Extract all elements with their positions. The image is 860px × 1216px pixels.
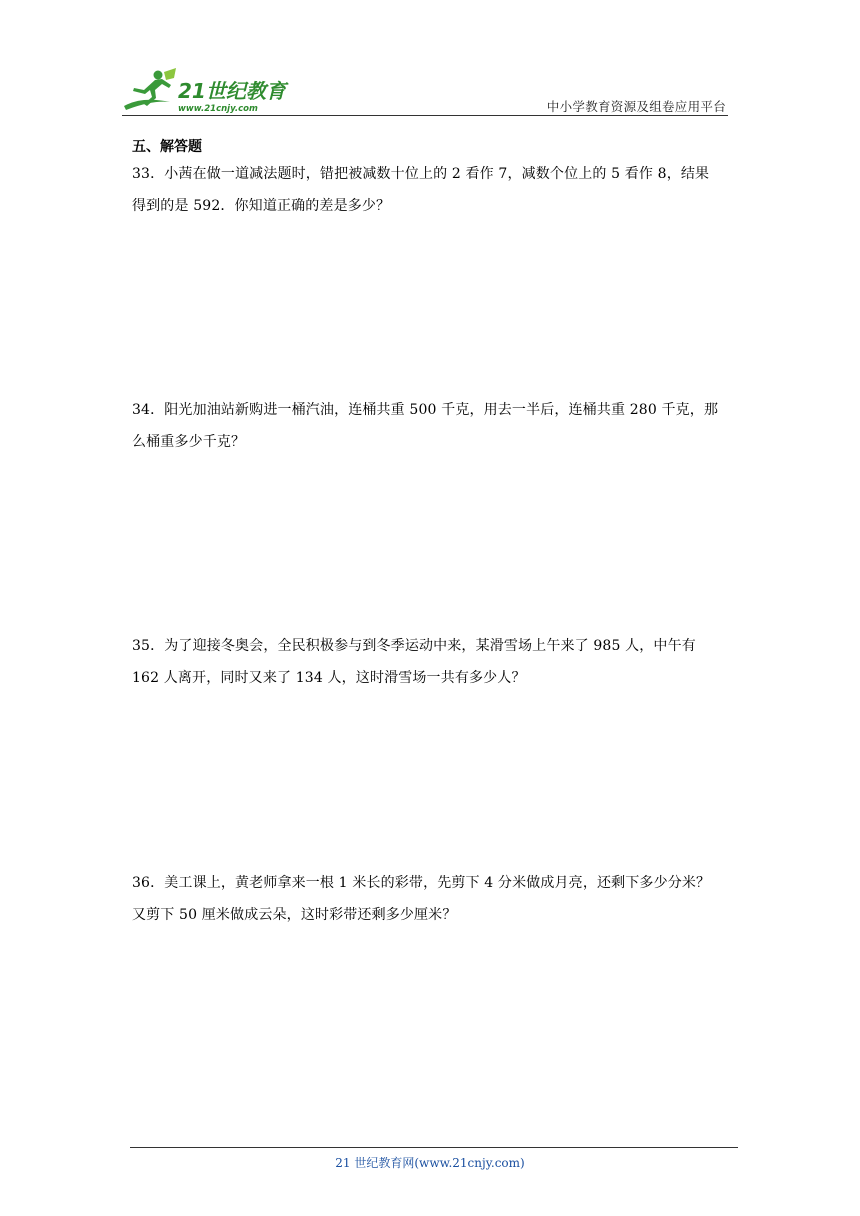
question-line: 得到的是 592．你知道正确的差是多少？ bbox=[132, 198, 391, 214]
footer-divider bbox=[130, 1147, 738, 1148]
question-line: 33．小茜在做一道减法题时，错把被减数十位上的 2 看作 7，减数个位上的 5 看作 8，结果 bbox=[132, 166, 710, 182]
footer-link[interactable]: 21 世纪教育网(www.21cnjy.com) bbox=[335, 1156, 525, 1170]
logo-url: www.21cnjy.com bbox=[178, 104, 258, 114]
question-line: 34．阳光加油站新购进一桶汽油，连桶共重 500 千克，用去一半后，连桶共重 280 千克，那 bbox=[132, 402, 719, 418]
question-line: 又剪下 50 厘米做成云朵，这时彩带还剩多少厘米？ bbox=[132, 907, 457, 923]
question-line: 么桶重多少千克？ bbox=[132, 434, 246, 450]
question-34 bbox=[132, 394, 732, 458]
site-logo[interactable] bbox=[122, 66, 292, 114]
runner-logo-icon bbox=[122, 66, 292, 114]
question-33 bbox=[132, 158, 732, 222]
question-36 bbox=[132, 867, 732, 931]
platform-label: 中小学教育资源及组卷应用平台 bbox=[546, 99, 726, 114]
logo-text: 21世纪教育 bbox=[178, 79, 286, 103]
question-line: 162 人离开，同时又来了 134 人，这时滑雪场一共有多少人？ bbox=[132, 670, 526, 686]
question-line: 36．美工课上，黄老师拿来一根 1 米长的彩带，先剪下 4 分米做成月亮，还剩下多少分米？ bbox=[132, 875, 711, 891]
header-divider bbox=[122, 115, 728, 116]
page-header bbox=[122, 66, 728, 118]
section-title: 五、解答题 bbox=[132, 139, 202, 155]
question-35 bbox=[132, 630, 732, 694]
question-line: 35．为了迎接冬奥会，全民积极参与到冬季运动中来，某滑雪场上午来了 985 人，中午有 bbox=[132, 638, 696, 654]
